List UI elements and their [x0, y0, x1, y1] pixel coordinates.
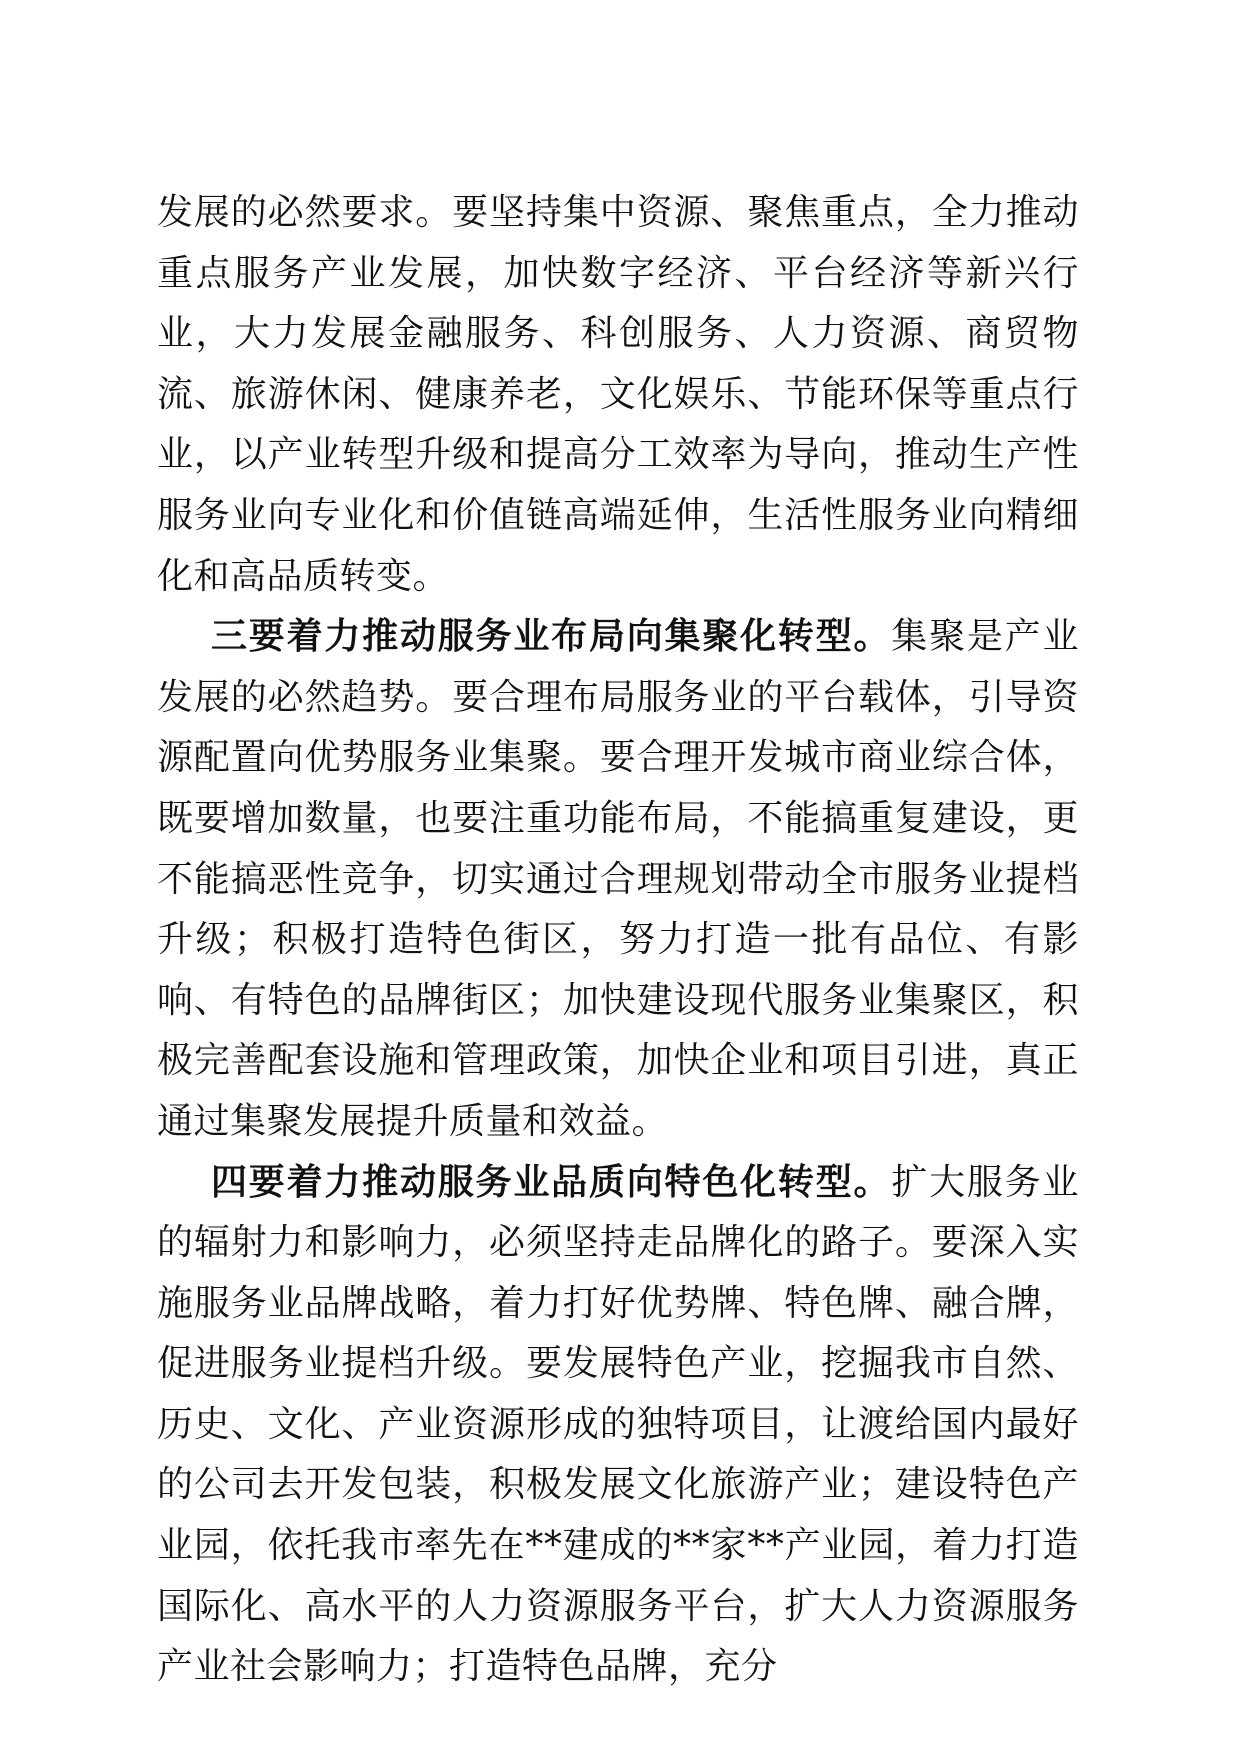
paragraph-text: 扩大服务业的辐射力和影响力，必须坚持走品牌化的路子。要深入实施服务业品牌战略，着力打好优势牌、特色牌、融合牌，促进服务业提档升级。要发展特色产业，挖掘我市自然、历史、文化、产业资源形成的独特项目，让渡给国内最好的公司去开发包装，积极发展文化旅游产业；建设特色产业园，依托我市率先在**建成的**家**产业园，着力打造国际化、高水平的人力资源服务平台，扩大人力资源服务产业社会影响力；打造特色品牌，充分 [157, 1161, 1079, 1688]
paragraph-continuation [157, 183, 1079, 607]
paragraph-text: 集聚是产业发展的必然趋势。要合理布局服务业的平台载体，引导资源配置向优势服务业集聚。要合理开发城市商业综合体，既要增加数量，也要注重功能布局，不能搞重复建设，更不能搞恶性竞争，切实通过合理规划带动全市服务业提档升级；积极打造特色街区，努力打造一批有品位、有影响、有特色的品牌街区；加快建设现代服务业集聚区，积极完善配套设施和管理政策，加快企业和项目引进，真正通过集聚发展提升质量和效益。 [157, 616, 1079, 1142]
document-page [157, 183, 1079, 1698]
paragraph-heading: 三要着力推动服务业布局向集聚化转型。 [211, 616, 892, 658]
paragraph-point-three [157, 607, 1079, 1152]
paragraph-heading: 四要着力推动服务业品质向特色化转型。 [211, 1161, 892, 1203]
paragraph-text: 发展的必然要求。要坚持集中资源、聚焦重点，全力推动重点服务产业发展，加快数字经济、平台经济等新兴行业，大力发展金融服务、科创服务、人力资源、商贸物流、旅游休闲、健康养老，文化娱乐、节能环保等重点行业，以产业转型升级和提高分工效率为导向，推动生产性服务业向专业化和价值链高端延伸，生活性服务业向精细化和高品质转变。 [157, 192, 1079, 597]
paragraph-point-four [157, 1153, 1079, 1698]
